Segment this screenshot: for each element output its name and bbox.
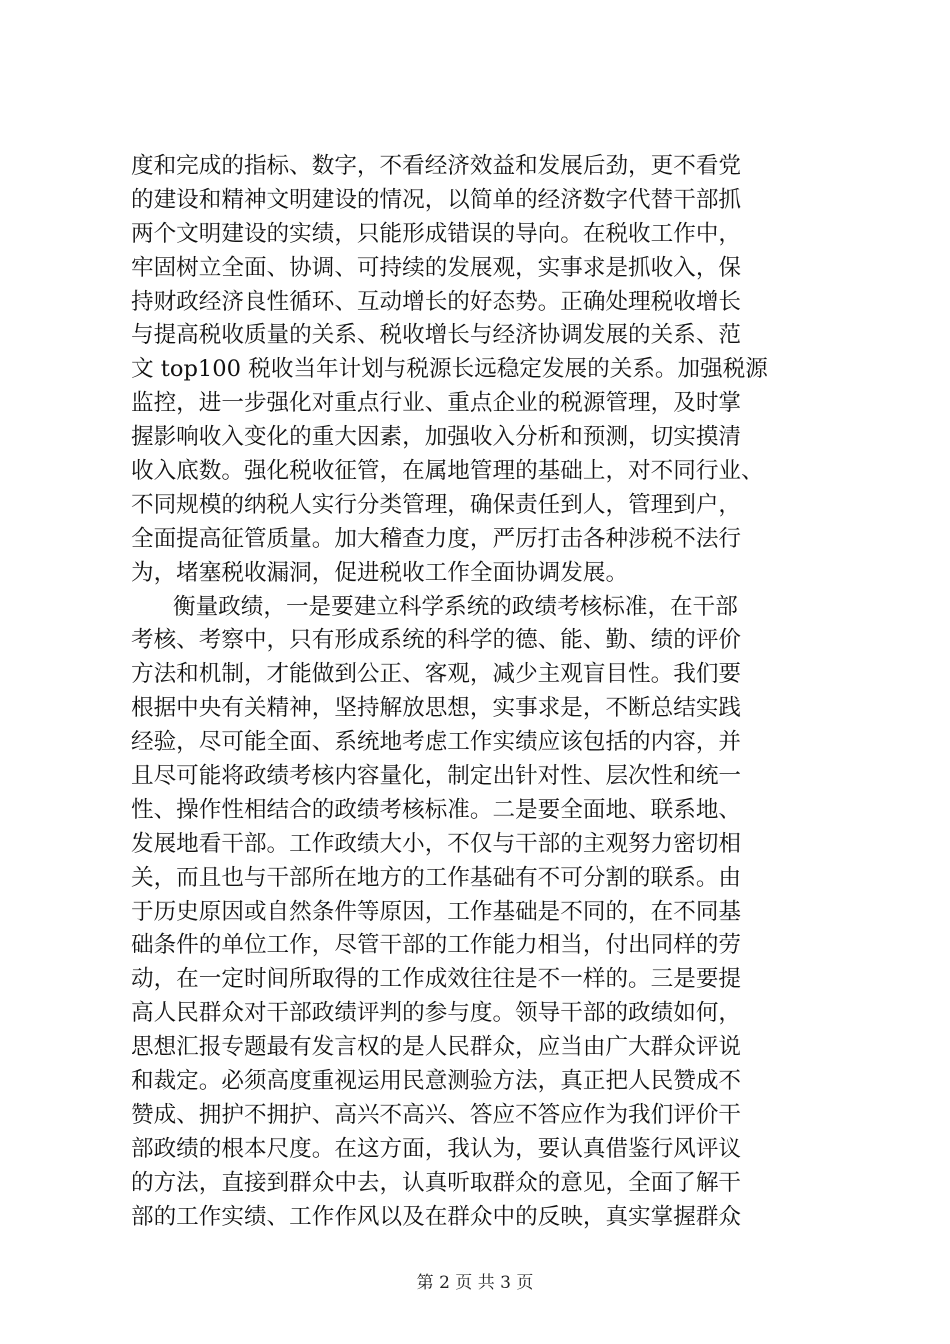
text-line: 于历史原因或自然条件等原因，工作基础是不同的，在不同基 [131,898,742,925]
text-line: 发展地看干部。工作政绩大小，不仅与干部的主观努力密切相 [131,830,742,857]
text-line: 为，堵塞税收漏洞，促进税收工作全面协调发展。 [131,559,629,586]
text-line: 和裁定。必须高度重视运用民意测验方法，真正把人民赞成不 [131,1068,742,1095]
text-line: 关，而且也与干部所在地方的工作基础有不可分割的联系。由 [131,864,742,891]
text-line: 思想汇报专题最有发言权的是人民群众，应当由广大群众评说 [131,1034,742,1061]
text-line: 且尽可能将政绩考核内容量化，制定出针对性、层次性和统一 [131,763,742,790]
text-line: 文 top100 税收当年计划与税源长远稳定发展的关系。加强税源 [131,356,768,383]
text-line: 持财政经济良性循环、互动增长的好态势。正确处理税收增长 [131,288,742,315]
text-line: 部政绩的根本尺度。在这方面，我认为，要认真借鉴行风评议 [131,1135,742,1162]
text-line: 部的工作实绩、工作作风以及在群众中的反映，真实掌握群众 [131,1203,742,1230]
text-line: 性、操作性相结合的政绩考核标准。二是要全面地、联系地、 [131,796,742,823]
text-line: 的方法，直接到群众中去，认真听取群众的意见，全面了解干 [131,1169,742,1196]
text-line: 全面提高征管质量。加大稽查力度，严厉打击各种涉税不法行 [131,525,742,552]
text-line: 与提高税收质量的关系、税收增长与经济协调发展的关系、范 [131,322,742,349]
text-line: 高人民群众对干部政绩评判的参与度。领导干部的政绩如何， [131,1000,742,1027]
text-line: 础条件的单位工作，尽管干部的工作能力相当，付出同样的劳 [131,932,742,959]
text-line: 经验，尽可能全面、系统地考虑工作实绩应该包括的内容，并 [131,729,742,756]
text-line: 度和完成的指标、数字，不看经济效益和发展后劲，更不看党 [131,153,742,179]
text-line: 方法和机制，才能做到公正、客观，减少主观盲目性。我们要 [131,661,742,688]
text-line: 不同规模的纳税人实行分类管理，确保责任到人，管理到户， [131,491,742,518]
page-number-footer: 第 2 页 共 3 页 [416,1273,534,1293]
paragraph-start-line: 衡量政绩，一是要建立科学系统的政绩考核标准，在干部 [173,593,738,620]
text-line: 牢固树立全面、协调、可持续的发展观，实事求是抓收入，保 [131,254,742,281]
text-line: 动，在一定时间所取得的工作成效往往是不一样的。三是要提 [131,966,742,993]
text-line: 考核、考察中，只有形成系统的科学的德、能、勤、绩的评价 [131,627,742,654]
text-line: 根据中央有关精神，坚持解放思想，实事求是，不断总结实践 [131,695,742,722]
text-line: 监控，进一步强化对重点行业、重点企业的税源管理，及时掌 [131,390,742,417]
text-line: 的建设和精神文明建设的情况，以简单的经济数字代替干部抓 [131,186,742,213]
text-line: 赞成、拥护不拥护、高兴不高兴、答应不答应作为我们评价干 [131,1101,742,1128]
text-line: 两个文明建设的实绩，只能形成错误的导向。在税收工作中， [131,220,742,247]
body-text [131,150,821,1235]
text-line: 握影响收入变化的重大因素，加强收入分析和预测，切实摸清 [131,424,742,451]
text-line: 收入底数。强化税收征管，在属地管理的基础上，对不同行业、 [131,458,764,485]
